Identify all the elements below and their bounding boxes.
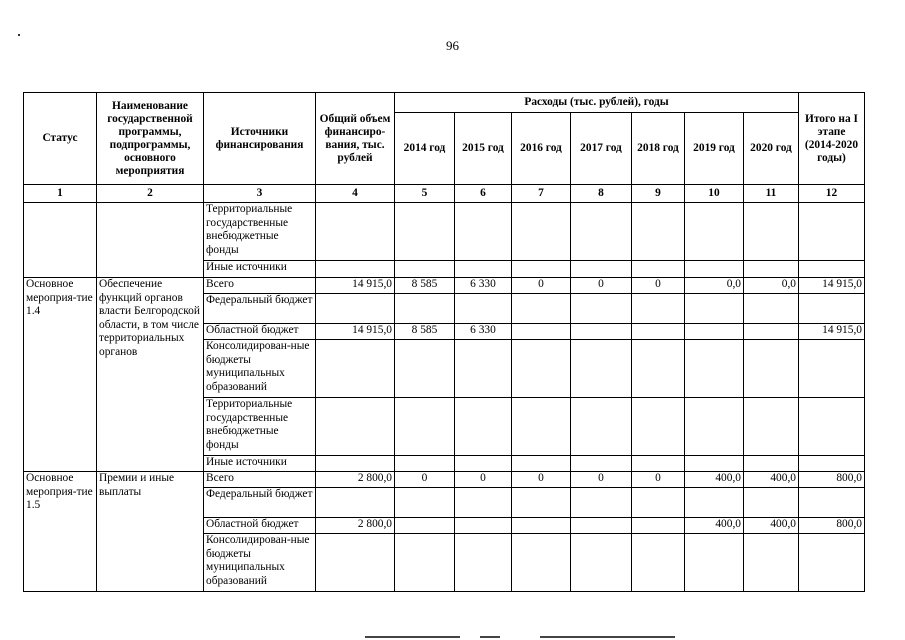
- year-cell: 400,0: [685, 472, 744, 488]
- scan-artifact-line: [365, 636, 460, 638]
- year-cell: 6 330: [455, 324, 512, 340]
- source-cell: Федеральный бюджет: [204, 294, 316, 324]
- col-number: 8: [571, 185, 632, 203]
- header-year: 2015 год: [455, 113, 512, 185]
- col-number: 11: [744, 185, 799, 203]
- year-cell: 8 585: [395, 324, 455, 340]
- scan-artifact-line: [480, 636, 500, 638]
- event-name: Обеспечение функций органов власти Белгородской области, в том числе территориальных органов: [97, 278, 204, 472]
- stage-total-cell: 14 915,0: [799, 324, 865, 340]
- stage-total-cell: 800,0: [799, 518, 865, 534]
- source-cell: Федеральный бюджет: [204, 488, 316, 518]
- header-total-volume: Общий объем финансиро-вания, тыс. рублей: [316, 93, 395, 185]
- scan-speck: [18, 34, 20, 36]
- header-expenses: Расходы (тыс. рублей), годы: [395, 93, 799, 113]
- year-cell: 0,0: [744, 278, 799, 294]
- source-cell: Областной бюджет: [204, 518, 316, 534]
- page-number: 96: [446, 38, 459, 53]
- total-cell: 2 800,0: [316, 472, 395, 488]
- header-stage-total: Итого на I этапе (2014-2020 годы): [799, 93, 865, 185]
- source-cell: Иные источники: [204, 456, 316, 472]
- year-cell: 0: [632, 472, 685, 488]
- year-cell: 400,0: [685, 518, 744, 534]
- col-number: 7: [512, 185, 571, 203]
- header-year: 2020 год: [744, 113, 799, 185]
- year-cell: 0: [455, 472, 512, 488]
- source-cell: Всего: [204, 472, 316, 488]
- col-number: 5: [395, 185, 455, 203]
- header-year: 2017 год: [571, 113, 632, 185]
- year-cell: 0: [571, 278, 632, 294]
- year-cell: 400,0: [744, 518, 799, 534]
- event-name: Премии и иные выплаты: [97, 472, 204, 592]
- year-cell: 0: [512, 278, 571, 294]
- source-cell: Всего: [204, 278, 316, 294]
- year-cell: 0: [632, 278, 685, 294]
- header-year: 2014 год: [395, 113, 455, 185]
- col-number: 9: [632, 185, 685, 203]
- stage-total-cell: 800,0: [799, 472, 865, 488]
- event-status: Основное мероприя-тие 1.4: [24, 278, 97, 472]
- source-cell: Областной бюджет: [204, 324, 316, 340]
- scan-artifact-line: [540, 636, 675, 638]
- header-status: Статус: [24, 93, 97, 185]
- year-cell: 0: [571, 472, 632, 488]
- event-status: Основное мероприя-тие 1.5: [24, 472, 97, 592]
- header-year: 2016 год: [512, 113, 571, 185]
- col-number: 10: [685, 185, 744, 203]
- source-cell: Консолидирован-ные бюджеты муниципальных образований: [204, 534, 316, 592]
- year-cell: 0: [395, 472, 455, 488]
- status-cell: [24, 203, 97, 278]
- header-year: 2018 год: [632, 113, 685, 185]
- header-program-name: Наименование государственной программы, подпрограммы, основного мероприятия: [97, 93, 204, 185]
- year-cell: 400,0: [744, 472, 799, 488]
- source-cell: Территориальные государственные внебюджетные фонды: [204, 398, 316, 456]
- total-cell: 2 800,0: [316, 518, 395, 534]
- col-number: 3: [204, 185, 316, 203]
- year-cell: 0,0: [685, 278, 744, 294]
- year-cell: 8 585: [395, 278, 455, 294]
- total-cell: 14 915,0: [316, 324, 395, 340]
- source-cell: Иные источники: [204, 261, 316, 278]
- year-cell: 0: [512, 472, 571, 488]
- name-cell: [97, 203, 204, 278]
- table-row: [24, 203, 865, 261]
- table-row: [24, 472, 865, 488]
- col-number: 2: [97, 185, 204, 203]
- table-row: [24, 278, 865, 294]
- year-cell: 6 330: [455, 278, 512, 294]
- header-sources: Источники финансирования: [204, 93, 316, 185]
- budget-table: [23, 92, 865, 592]
- col-number: 6: [455, 185, 512, 203]
- stage-total-cell: 14 915,0: [799, 278, 865, 294]
- col-number: 4: [316, 185, 395, 203]
- col-number: 12: [799, 185, 865, 203]
- source-cell: Консолидирован-ные бюджеты муниципальных образований: [204, 340, 316, 398]
- col-number: 1: [24, 185, 97, 203]
- header-year: 2019 год: [685, 113, 744, 185]
- total-cell: 14 915,0: [316, 278, 395, 294]
- source-cell: Территориальные государственные внебюджетные фонды: [204, 203, 316, 261]
